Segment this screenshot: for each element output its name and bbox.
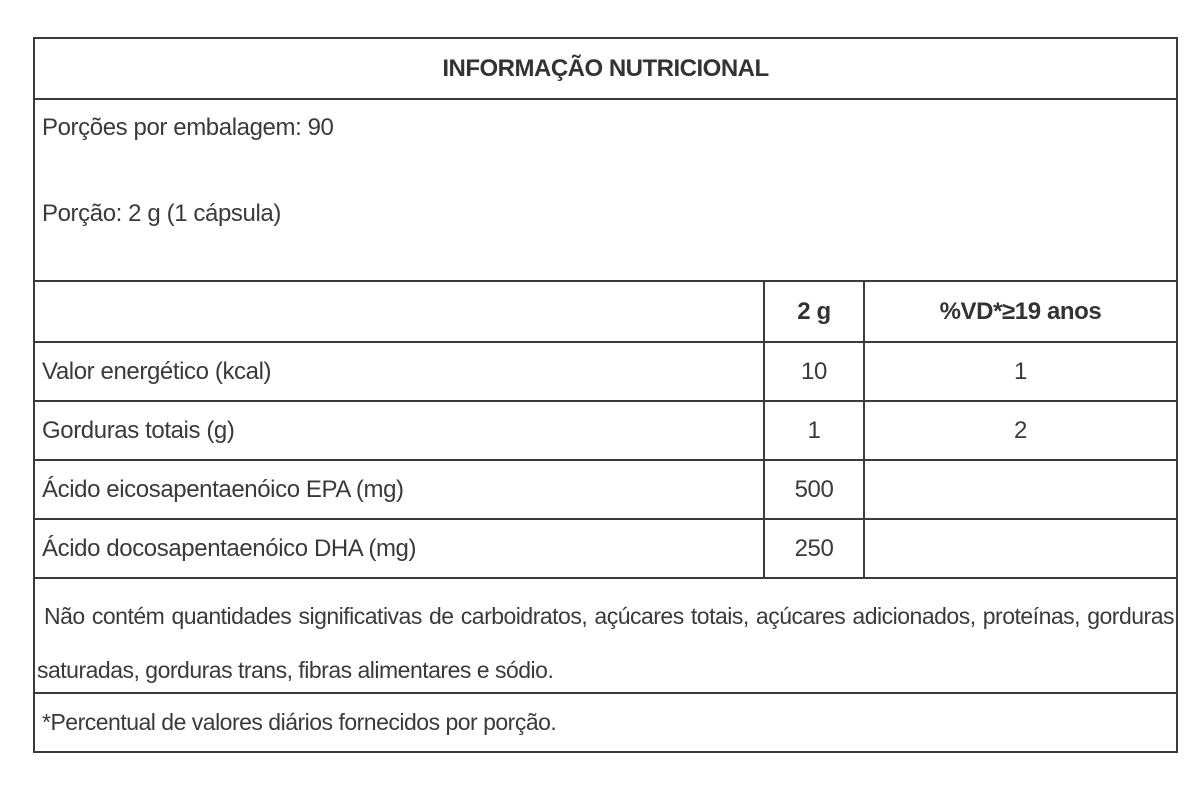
amount-column-header: 2 g — [765, 282, 865, 341]
table-title: INFORMAÇÃO NUTRICIONAL — [35, 39, 1176, 100]
nutrient-name: Ácido eicosapentaenóico EPA (mg) — [35, 461, 765, 518]
table-row — [35, 343, 1176, 402]
nutrition-facts-table — [33, 37, 1178, 753]
nutrient-daily-value — [865, 461, 1176, 518]
table-row — [35, 402, 1176, 461]
nutrient-daily-value: 2 — [1014, 416, 1027, 444]
note-text: Não contém quantidades significativas de carboidratos, açúcares totais, açúcares adicionados, proteínas, gorduras saturadas, gorduras trans, fibras alimentares e sódio. — [37, 603, 1174, 683]
nutrient-daily-value — [865, 520, 1176, 577]
table-row — [35, 520, 1176, 579]
not-significant-note — [35, 579, 1176, 694]
nutrient-daily-value: 1 — [1014, 357, 1027, 385]
nutrient-amount: 250 — [765, 520, 865, 577]
portions-section — [35, 100, 1176, 282]
nutrient-name: Valor energético (kcal) — [35, 343, 765, 400]
nutrient-name: Ácido docosapentaenóico DHA (mg) — [35, 520, 765, 577]
nutrient-amount: 1 — [765, 402, 865, 459]
nutrient-column-header — [35, 282, 765, 341]
nutrient-amount: 500 — [765, 461, 865, 518]
daily-value-column-header: %VD*≥19 anos — [939, 297, 1102, 325]
servings-per-package: Porções por embalagem: 90 — [42, 114, 334, 141]
column-header-row — [35, 282, 1176, 343]
nutrient-amount: 10 — [765, 343, 865, 400]
daily-value-footnote: *Percentual de valores diários fornecidos por porção. — [42, 709, 557, 735]
serving-size: Porção: 2 g (1 cápsula) — [42, 200, 281, 227]
table-row — [35, 461, 1176, 520]
nutrient-name: Gorduras totais (g) — [35, 402, 765, 459]
